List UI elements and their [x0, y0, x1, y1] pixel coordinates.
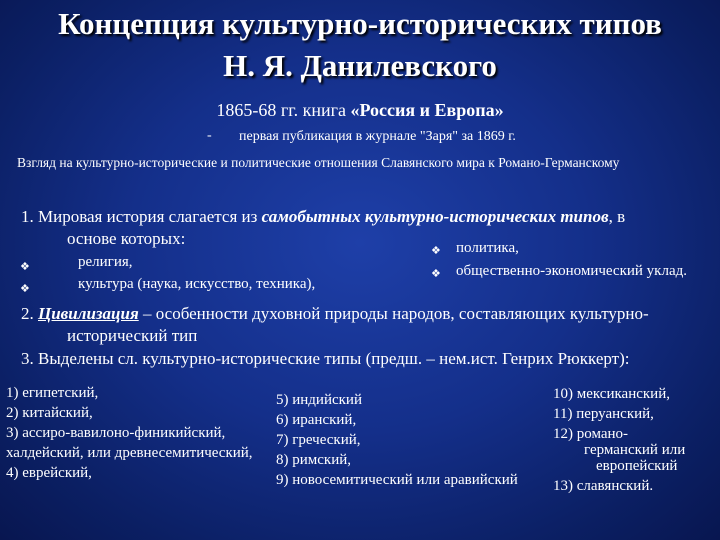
basis-culture: культура (наука, искусство, техника),: [78, 276, 316, 292]
point-1-emphasis: самобытных культурно-исторических типов: [261, 207, 609, 226]
point-1-suffix: , в: [608, 207, 626, 226]
point-3: 3. Выделены сл. культурно-исторические типы (предш. – нем.ист. Генрих Рюккерт):: [21, 349, 630, 368]
v-bullet-icon: ❖: [20, 261, 30, 273]
point-1-line-2: основе которых:: [67, 229, 186, 248]
basis-politics: политика,: [456, 240, 519, 256]
v-bullet-icon: ❖: [431, 245, 441, 257]
type-indian: 5) индийский: [276, 392, 362, 408]
publication-note: первая публикация в журнале "Заря" за 1869 г.: [239, 129, 516, 144]
type-iranian: 6) иранский,: [276, 412, 357, 428]
subtitle-years: 1865-68 гг. книга: [216, 100, 351, 120]
point-2-rest: – особенности духовной природы народов, составляющих культурно-: [138, 304, 649, 323]
type-mexican: 10) мексиканский,: [553, 386, 670, 402]
type-romano-germanic-2: германский или: [584, 442, 686, 458]
type-chaldean: халдейский, или древнесемитический,: [6, 445, 253, 461]
type-romano-germanic-1: 12) романо-: [553, 426, 629, 442]
point-2-line-2: исторический тип: [67, 326, 198, 345]
type-roman: 8) римский,: [276, 452, 352, 468]
slide-title-line-1: Концепция культурно-исторических типов: [58, 6, 662, 41]
type-assyro-babylonian: 3) ассиро-вавилоно-финикийский,: [6, 425, 226, 441]
type-neo-semitic: 9) новосемитический или аравийский: [276, 472, 518, 488]
basis-religion: религия,: [78, 254, 133, 270]
point-1-prefix: 1. Мировая история слагается из: [21, 207, 262, 226]
v-bullet-icon: ❖: [20, 283, 30, 295]
type-slavic: 13) славянский.: [553, 478, 654, 494]
basis-economy: общественно-экономический уклад.: [456, 263, 687, 279]
view-statement: Взгляд на культурно-исторические и политические отношения Славянского мира к Романо-Германскому: [17, 155, 620, 170]
type-greek: 7) греческий,: [276, 432, 361, 448]
slide-title-line-2: Н. Я. Данилевского: [223, 48, 497, 83]
type-romano-germanic-3: европейский: [596, 458, 678, 474]
v-bullet-icon: ❖: [431, 268, 441, 280]
type-peruvian: 11) перуанский,: [553, 406, 654, 422]
subtitle-book: «Россия и Европа»: [350, 100, 504, 120]
point-2-term: Цивилизация: [38, 304, 139, 323]
point-2-line-1: [21, 304, 649, 324]
point-2-number: 2.: [21, 304, 38, 323]
type-jewish: 4) еврейский,: [6, 465, 92, 481]
type-egyptian: 1) египетский,: [6, 385, 99, 401]
subtitle: [0, 100, 720, 121]
publication-dash: -: [207, 128, 212, 143]
point-1-line-1: [21, 207, 625, 227]
type-chinese: 2) китайский,: [6, 405, 93, 421]
